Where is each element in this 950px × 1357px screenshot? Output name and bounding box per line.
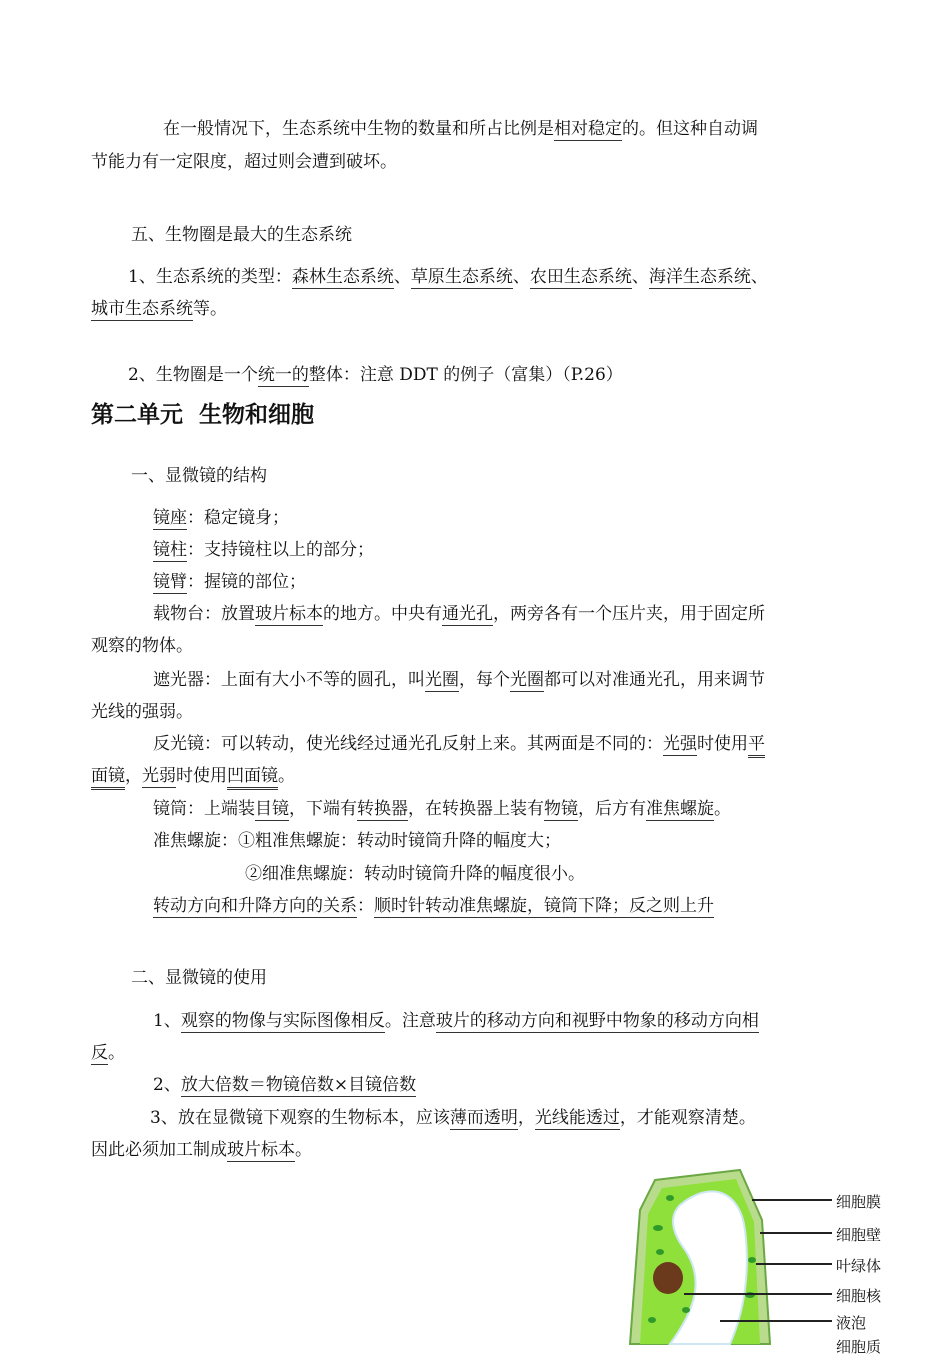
use-item2: 2、放大倍数＝物镜倍数×目镜倍数: [153, 1075, 417, 1095]
stability-paragraph-line2: 节能力有一定限度，超过则会遭到破坏。: [91, 152, 397, 172]
chloroplast-1: [653, 1225, 663, 1231]
label-cell-wall: 细胞壁: [836, 1226, 882, 1244]
focus-relation: 转动方向和升降方向的关系：顺时针转动准焦螺旋，镜筒下降；反之则上升: [153, 896, 714, 916]
type-city: 城市生态系统: [91, 299, 193, 319]
leader-membrane: [752, 1199, 832, 1201]
term-unified: 统一的: [257, 365, 309, 385]
leader-vacuole: [720, 1320, 832, 1322]
part-focus-coarse: 准焦螺旋：①粗准焦螺旋：转动时镜筒升降的幅度大；: [153, 831, 561, 851]
plant-cell-figure: [600, 1160, 950, 1356]
use-item3-line1: 3、放在显微镜下观察的生物标本，应该薄而透明，光线能透过，才能观察清楚。: [150, 1108, 756, 1128]
use-item3-line2: 因此必须加工制成玻片标本。: [91, 1140, 312, 1160]
part-tube: 镜筒：上端装目镜，下端有转换器，在转换器上装有物镜，后方有准焦螺旋。: [153, 799, 731, 819]
label-cell-membrane: 细胞膜: [836, 1193, 882, 1211]
stability-paragraph-line1: 在一般情况下，生态系统中生物的数量和所占比例是相对稳定的。但这种自动调: [163, 119, 758, 139]
section5-title: 五、生物圈是最大的生态系统: [131, 225, 352, 245]
part-stage-line2: 观察的物体。: [91, 636, 193, 656]
leader-nucleus: [684, 1293, 832, 1295]
use-item1-line1: 1、观察的物像与实际图像相反。注意玻片的移动方向和视野中物象的移动方向相: [153, 1011, 759, 1031]
label-nucleus: 细胞核: [836, 1287, 882, 1305]
type-farmland: 农田生态系统: [529, 267, 632, 287]
type-ocean: 海洋生态系统: [648, 267, 751, 287]
part-mirror-line2: 面镜，光弱时使用凹面镜。: [91, 768, 295, 785]
leader-chloroplast: [756, 1263, 832, 1265]
label-vacuole: 液泡: [836, 1314, 867, 1332]
term-relative-stable: 相对稳定: [554, 119, 622, 139]
chloroplast-2: [656, 1249, 664, 1255]
microscope-use-title: 二、显微镜的使用: [131, 968, 267, 988]
chloroplast-6: [648, 1317, 656, 1323]
type-grassland: 草原生态系统: [410, 267, 513, 287]
type-forest: 森林生态系统: [291, 267, 394, 287]
part-mirror-line1: 反光镜：可以转动，使光线经过通光孔反射上来。其两面是不同的：光强时使用平: [153, 736, 765, 753]
leader-wall: [760, 1232, 832, 1234]
part-focus-fine: ②细准焦螺旋：转动时镜筒升降的幅度很小。: [245, 864, 585, 884]
chloroplast-7: [666, 1195, 674, 1201]
unit2-heading: 第二单元 生物和细胞: [91, 402, 315, 428]
part-pillar: 镜柱：支持镜柱以上的部分；: [153, 540, 374, 560]
biosphere-whole-line: 2、生物圈是一个统一的整体：注意 DDT 的例子（富集）（P.26）: [128, 365, 623, 385]
part-diaphragm-line2: 光线的强弱。: [91, 702, 193, 722]
ecosystem-types-line2: 城市生态系统等。: [91, 299, 227, 319]
label-cytoplasm: 细胞质: [836, 1338, 882, 1356]
ecosystem-types-line1: 1、生态系统的类型：森林生态系统、草原生态系统、农田生态系统、海洋生态系统、: [128, 267, 768, 287]
nucleus-shape: [653, 1262, 683, 1294]
part-arm: 镜臂：握镜的部位；: [153, 572, 306, 592]
use-item1-line2: 反。: [91, 1043, 125, 1063]
part-diaphragm-line1: 遮光器：上面有大小不等的圆孔，叫光圈，每个光圈都可以对准通光孔，用来调节: [153, 670, 765, 690]
plant-cell-diagram: [600, 1160, 950, 1344]
label-chloroplast: 叶绿体: [836, 1257, 882, 1275]
chloroplast-3: [748, 1257, 756, 1263]
microscope-structure-title: 一、显微镜的结构: [131, 466, 267, 486]
part-stage-line1: 载物台：放置玻片标本的地方。中央有通光孔，两旁各有一个压片夹，用于固定所: [153, 604, 765, 624]
chloroplast-5: [682, 1307, 690, 1313]
part-base: 镜座：稳定镜身；: [153, 508, 289, 528]
